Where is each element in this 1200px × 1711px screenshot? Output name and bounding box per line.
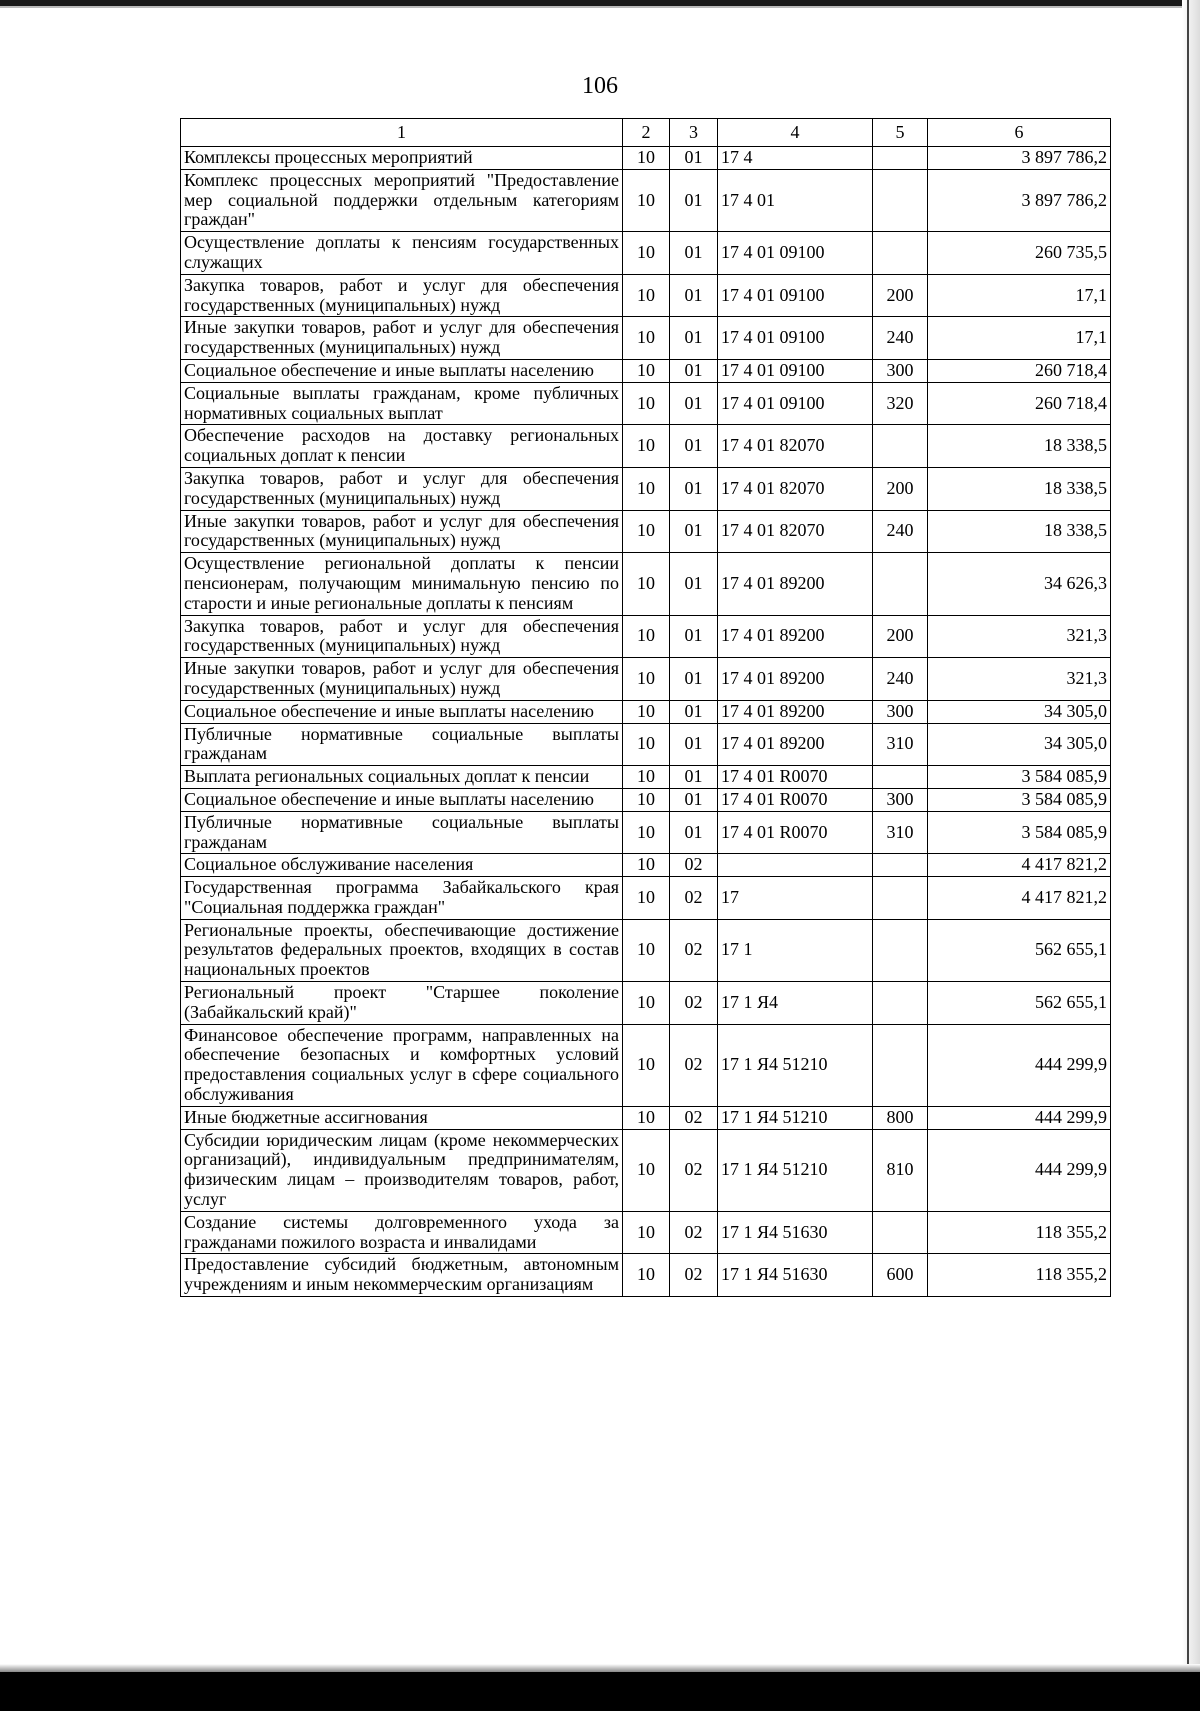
row-subsection-cell: 02 <box>670 1024 718 1106</box>
row-section-cell: 10 <box>623 274 670 317</box>
row-subsection-cell: 01 <box>670 359 718 382</box>
table-row <box>181 467 1111 510</box>
row-name-cell: Региональные проекты, обеспечивающие достижение результатов федеральных проектов, входящих в состав национальных проектов <box>181 919 623 981</box>
row-subsection-cell: 02 <box>670 1211 718 1254</box>
row-expense-type-cell: 310 <box>873 723 928 766</box>
row-amount-cell: 3 584 085,9 <box>928 788 1111 811</box>
row-amount-cell: 18 338,5 <box>928 425 1111 468</box>
table-row <box>181 359 1111 382</box>
header-row <box>181 119 1111 147</box>
row-expense-type-cell <box>873 877 928 920</box>
table-row <box>181 658 1111 701</box>
row-target-code-cell: 17 4 01 09100 <box>718 359 873 382</box>
row-amount-cell: 3 584 085,9 <box>928 811 1111 854</box>
row-subsection-cell: 02 <box>670 1254 718 1297</box>
table-row <box>181 382 1111 425</box>
row-target-code-cell: 17 4 01 89200 <box>718 553 873 615</box>
scan-bottom-shadow <box>0 1664 1200 1672</box>
table-row <box>181 877 1111 920</box>
row-target-code-cell: 17 4 01 89200 <box>718 615 873 658</box>
row-amount-cell: 17,1 <box>928 317 1111 360</box>
row-amount-cell: 118 355,2 <box>928 1254 1111 1297</box>
row-amount-cell: 34 305,0 <box>928 723 1111 766</box>
row-amount-cell: 3 897 786,2 <box>928 147 1111 170</box>
row-target-code-cell: 17 4 01 82070 <box>718 467 873 510</box>
row-name-cell: Осуществление региональной доплаты к пенсии пенсионерам, получающим минимальную пенсию по старости и иные региональные доплаты к пенсиям <box>181 553 623 615</box>
row-section-cell: 10 <box>623 811 670 854</box>
row-expense-type-cell: 310 <box>873 811 928 854</box>
page-number: 106 <box>582 73 618 99</box>
row-amount-cell: 321,3 <box>928 615 1111 658</box>
row-target-code-cell: 17 1 Я4 51210 <box>718 1129 873 1211</box>
row-section-cell: 10 <box>623 700 670 723</box>
row-name-cell: Осуществление доплаты к пенсиям государственных служащих <box>181 232 623 275</box>
row-target-code-cell: 17 4 01 09100 <box>718 274 873 317</box>
row-name-cell: Финансовое обеспечение программ, направленных на обеспечение безопасных и комфортных условий предоставления социальных услуг в сфере социального обслуживания <box>181 1024 623 1106</box>
row-name-cell: Социальное обеспечение и иные выплаты населению <box>181 788 623 811</box>
row-subsection-cell: 02 <box>670 982 718 1025</box>
row-name-cell: Иные закупки товаров, работ и услуг для обеспечения государственных (муниципальных) нужд <box>181 510 623 553</box>
row-subsection-cell: 01 <box>670 658 718 701</box>
row-name-cell: Закупка товаров, работ и услуг для обеспечения государственных (муниципальных) нужд <box>181 467 623 510</box>
row-amount-cell: 260 735,5 <box>928 232 1111 275</box>
row-subsection-cell: 02 <box>670 854 718 877</box>
scan-right-shadow <box>1182 0 1200 1711</box>
row-expense-type-cell: 240 <box>873 658 928 701</box>
row-section-cell: 10 <box>623 982 670 1025</box>
row-amount-cell: 562 655,1 <box>928 919 1111 981</box>
row-section-cell: 10 <box>623 232 670 275</box>
row-subsection-cell: 01 <box>670 811 718 854</box>
row-amount-cell: 34 305,0 <box>928 700 1111 723</box>
row-subsection-cell: 01 <box>670 788 718 811</box>
row-section-cell: 10 <box>623 1106 670 1129</box>
row-expense-type-cell <box>873 919 928 981</box>
row-subsection-cell: 01 <box>670 317 718 360</box>
row-expense-type-cell: 200 <box>873 467 928 510</box>
row-section-cell: 10 <box>623 1254 670 1297</box>
row-section-cell: 10 <box>623 553 670 615</box>
table-row <box>181 510 1111 553</box>
table-row <box>181 982 1111 1025</box>
row-expense-type-cell <box>873 1211 928 1254</box>
row-subsection-cell: 02 <box>670 877 718 920</box>
row-name-cell: Создание системы долговременного ухода за гражданами пожилого возраста и инвалидами <box>181 1211 623 1254</box>
row-section-cell: 10 <box>623 854 670 877</box>
row-subsection-cell: 01 <box>670 467 718 510</box>
row-target-code-cell <box>718 854 873 877</box>
row-expense-type-cell: 800 <box>873 1106 928 1129</box>
header-cell-5: 5 <box>873 119 928 147</box>
scan-right-edge <box>1187 0 1189 1711</box>
row-amount-cell: 34 626,3 <box>928 553 1111 615</box>
budget-table <box>180 118 1111 1297</box>
row-target-code-cell: 17 1 Я4 51630 <box>718 1254 873 1297</box>
row-subsection-cell: 01 <box>670 169 718 231</box>
row-section-cell: 10 <box>623 169 670 231</box>
row-name-cell: Иные закупки товаров, работ и услуг для обеспечения государственных (муниципальных) нужд <box>181 317 623 360</box>
row-amount-cell: 17,1 <box>928 274 1111 317</box>
row-amount-cell: 18 338,5 <box>928 467 1111 510</box>
row-expense-type-cell <box>873 169 928 231</box>
row-amount-cell: 260 718,4 <box>928 382 1111 425</box>
header-cell-3: 3 <box>670 119 718 147</box>
row-name-cell: Социальные выплаты гражданам, кроме публичных нормативных социальных выплат <box>181 382 623 425</box>
row-target-code-cell: 17 4 01 09100 <box>718 232 873 275</box>
row-amount-cell: 4 417 821,2 <box>928 854 1111 877</box>
row-target-code-cell: 17 1 Я4 51210 <box>718 1024 873 1106</box>
row-amount-cell: 18 338,5 <box>928 510 1111 553</box>
row-subsection-cell: 02 <box>670 919 718 981</box>
row-target-code-cell: 17 1 <box>718 919 873 981</box>
row-subsection-cell: 02 <box>670 1129 718 1211</box>
header-cell-6: 6 <box>928 119 1111 147</box>
header-cell-4: 4 <box>718 119 873 147</box>
table-row <box>181 1106 1111 1129</box>
row-section-cell: 10 <box>623 359 670 382</box>
row-subsection-cell: 01 <box>670 510 718 553</box>
row-name-cell: Социальное обеспечение и иные выплаты населению <box>181 359 623 382</box>
row-expense-type-cell: 200 <box>873 274 928 317</box>
row-amount-cell: 4 417 821,2 <box>928 877 1111 920</box>
row-section-cell: 10 <box>623 766 670 789</box>
table-row <box>181 700 1111 723</box>
row-expense-type-cell: 200 <box>873 615 928 658</box>
row-expense-type-cell <box>873 553 928 615</box>
row-expense-type-cell <box>873 766 928 789</box>
row-name-cell: Иные закупки товаров, работ и услуг для обеспечения государственных (муниципальных) нужд <box>181 658 623 701</box>
row-target-code-cell: 17 4 01 09100 <box>718 317 873 360</box>
row-section-cell: 10 <box>623 147 670 170</box>
row-target-code-cell: 17 1 Я4 51630 <box>718 1211 873 1254</box>
row-target-code-cell: 17 4 01 82070 <box>718 425 873 468</box>
row-name-cell: Предоставление субсидий бюджетным, автономным учреждениям и иным некоммерческим организациям <box>181 1254 623 1297</box>
row-target-code-cell: 17 4 <box>718 147 873 170</box>
row-target-code-cell: 17 1 Я4 <box>718 982 873 1025</box>
row-expense-type-cell: 810 <box>873 1129 928 1211</box>
row-subsection-cell: 01 <box>670 723 718 766</box>
row-subsection-cell: 01 <box>670 147 718 170</box>
row-expense-type-cell <box>873 147 928 170</box>
row-name-cell: Социальное обслуживание населения <box>181 854 623 877</box>
row-expense-type-cell: 300 <box>873 700 928 723</box>
table-row <box>181 147 1111 170</box>
row-amount-cell: 260 718,4 <box>928 359 1111 382</box>
table-row <box>181 425 1111 468</box>
table-row <box>181 1211 1111 1254</box>
table-row <box>181 788 1111 811</box>
row-expense-type-cell: 240 <box>873 510 928 553</box>
row-amount-cell: 444 299,9 <box>928 1129 1111 1211</box>
header-cell-1: 1 <box>181 119 623 147</box>
scan-bottom-edge <box>0 1672 1200 1711</box>
row-amount-cell: 321,3 <box>928 658 1111 701</box>
row-section-cell: 10 <box>623 919 670 981</box>
row-subsection-cell: 01 <box>670 382 718 425</box>
row-target-code-cell: 17 4 01 82070 <box>718 510 873 553</box>
row-section-cell: 10 <box>623 658 670 701</box>
table-row <box>181 1129 1111 1211</box>
row-subsection-cell: 01 <box>670 425 718 468</box>
row-name-cell: Субсидии юридическим лицам (кроме некоммерческих организаций), индивидуальным предпринимателям, физическим лицам – производителям товаров, работ, услуг <box>181 1129 623 1211</box>
table-row <box>181 919 1111 981</box>
row-expense-type-cell <box>873 982 928 1025</box>
row-name-cell: Социальное обеспечение и иные выплаты населению <box>181 700 623 723</box>
row-section-cell: 10 <box>623 425 670 468</box>
header-cell-2: 2 <box>623 119 670 147</box>
row-expense-type-cell <box>873 854 928 877</box>
row-name-cell: Иные бюджетные ассигнования <box>181 1106 623 1129</box>
row-expense-type-cell: 600 <box>873 1254 928 1297</box>
row-amount-cell: 3 897 786,2 <box>928 169 1111 231</box>
row-name-cell: Государственная программа Забайкальского края "Социальная поддержка граждан" <box>181 877 623 920</box>
table-row <box>181 615 1111 658</box>
row-target-code-cell: 17 <box>718 877 873 920</box>
table-row <box>181 317 1111 360</box>
row-target-code-cell: 17 4 01 89200 <box>718 723 873 766</box>
row-section-cell: 10 <box>623 723 670 766</box>
row-section-cell: 10 <box>623 467 670 510</box>
row-subsection-cell: 01 <box>670 553 718 615</box>
row-target-code-cell: 17 4 01 09100 <box>718 382 873 425</box>
row-section-cell: 10 <box>623 382 670 425</box>
row-name-cell: Региональный проект "Старшее поколение (Забайкальский край)" <box>181 982 623 1025</box>
row-target-code-cell: 17 4 01 R0070 <box>718 811 873 854</box>
row-section-cell: 10 <box>623 1211 670 1254</box>
row-target-code-cell: 17 4 01 R0070 <box>718 766 873 789</box>
row-section-cell: 10 <box>623 317 670 360</box>
row-expense-type-cell <box>873 1024 928 1106</box>
row-subsection-cell: 01 <box>670 615 718 658</box>
row-target-code-cell: 17 4 01 89200 <box>718 658 873 701</box>
row-section-cell: 10 <box>623 1129 670 1211</box>
row-name-cell: Выплата региональных социальных доплат к пенсии <box>181 766 623 789</box>
row-expense-type-cell <box>873 232 928 275</box>
row-amount-cell: 562 655,1 <box>928 982 1111 1025</box>
scan-top-shadow <box>0 6 1200 8</box>
row-target-code-cell: 17 1 Я4 51210 <box>718 1106 873 1129</box>
row-name-cell: Обеспечение расходов на доставку региональных социальных доплат к пенсии <box>181 425 623 468</box>
row-amount-cell: 444 299,9 <box>928 1024 1111 1106</box>
table-row <box>181 274 1111 317</box>
row-amount-cell: 3 584 085,9 <box>928 766 1111 789</box>
row-target-code-cell: 17 4 01 R0070 <box>718 788 873 811</box>
row-subsection-cell: 01 <box>670 274 718 317</box>
row-name-cell: Закупка товаров, работ и услуг для обеспечения государственных (муниципальных) нужд <box>181 615 623 658</box>
row-section-cell: 10 <box>623 615 670 658</box>
table-row <box>181 553 1111 615</box>
row-section-cell: 10 <box>623 1024 670 1106</box>
table-row <box>181 723 1111 766</box>
row-expense-type-cell: 300 <box>873 788 928 811</box>
row-subsection-cell: 01 <box>670 700 718 723</box>
budget-table-body <box>181 119 1111 1297</box>
row-name-cell: Публичные нормативные социальные выплаты гражданам <box>181 723 623 766</box>
table-row <box>181 766 1111 789</box>
row-subsection-cell: 02 <box>670 1106 718 1129</box>
row-section-cell: 10 <box>623 510 670 553</box>
row-amount-cell: 444 299,9 <box>928 1106 1111 1129</box>
row-target-code-cell: 17 4 01 <box>718 169 873 231</box>
table-row <box>181 169 1111 231</box>
row-expense-type-cell <box>873 425 928 468</box>
table-row <box>181 811 1111 854</box>
table-row <box>181 232 1111 275</box>
row-expense-type-cell: 300 <box>873 359 928 382</box>
row-subsection-cell: 01 <box>670 232 718 275</box>
row-name-cell: Комплекс процессных мероприятий "Предоставление мер социальной поддержки отдельным категориям граждан" <box>181 169 623 231</box>
table-row <box>181 854 1111 877</box>
row-name-cell: Закупка товаров, работ и услуг для обеспечения государственных (муниципальных) нужд <box>181 274 623 317</box>
row-target-code-cell: 17 4 01 89200 <box>718 700 873 723</box>
row-name-cell: Комплексы процессных мероприятий <box>181 147 623 170</box>
table-row <box>181 1254 1111 1297</box>
row-subsection-cell: 01 <box>670 766 718 789</box>
row-expense-type-cell: 240 <box>873 317 928 360</box>
row-name-cell: Публичные нормативные социальные выплаты гражданам <box>181 811 623 854</box>
row-amount-cell: 118 355,2 <box>928 1211 1111 1254</box>
row-section-cell: 10 <box>623 788 670 811</box>
row-section-cell: 10 <box>623 877 670 920</box>
row-expense-type-cell: 320 <box>873 382 928 425</box>
table-row <box>181 1024 1111 1106</box>
